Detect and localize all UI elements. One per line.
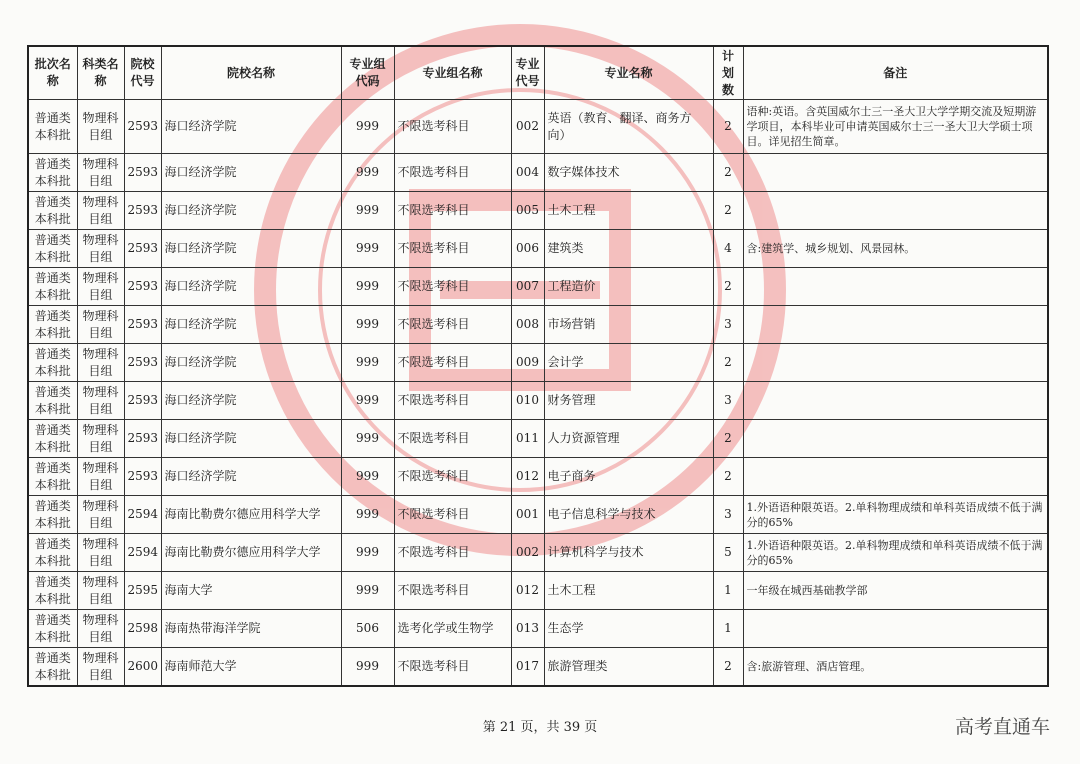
cell-group-code: 999 — [341, 648, 394, 687]
cell-major-name: 土木工程 — [544, 572, 713, 610]
cell-major-code: 002 — [511, 100, 544, 154]
cell-batch: 普通类本科批 — [28, 268, 77, 306]
cell-school-code: 2593 — [124, 230, 161, 268]
cell-group-code: 999 — [341, 344, 394, 382]
cell-group-name: 不限选考科目 — [394, 100, 511, 154]
table-row — [28, 382, 1048, 420]
cell-batch: 普通类本科批 — [28, 344, 77, 382]
header-group-name: 专业组名称 — [394, 46, 511, 100]
cell-remarks: 含:旅游管理、酒店管理。 — [743, 648, 1048, 687]
cell-school-name: 海南师范大学 — [161, 648, 341, 687]
cell-plan-count: 3 — [713, 306, 743, 344]
cell-category: 物理科目组 — [77, 458, 124, 496]
header-remarks: 备注 — [743, 46, 1048, 100]
header-plan-count: 计划数 — [713, 46, 743, 100]
cell-batch: 普通类本科批 — [28, 648, 77, 687]
cell-remarks — [743, 610, 1048, 648]
cell-remarks — [743, 154, 1048, 192]
cell-school-name: 海口经济学院 — [161, 344, 341, 382]
cell-plan-count: 2 — [713, 192, 743, 230]
cell-batch: 普通类本科批 — [28, 534, 77, 572]
cell-plan-count: 2 — [713, 154, 743, 192]
cell-major-code: 001 — [511, 496, 544, 534]
cell-group-code: 999 — [341, 496, 394, 534]
cell-group-name: 不限选考科目 — [394, 420, 511, 458]
cell-category: 物理科目组 — [77, 154, 124, 192]
cell-category: 物理科目组 — [77, 268, 124, 306]
cell-batch: 普通类本科批 — [28, 154, 77, 192]
cell-group-code: 999 — [341, 420, 394, 458]
cell-major-code: 006 — [511, 230, 544, 268]
cell-batch: 普通类本科批 — [28, 382, 77, 420]
cell-major-name: 计算机科学与技术 — [544, 534, 713, 572]
cell-remarks: 一年级在城西基础教学部 — [743, 572, 1048, 610]
cell-school-name: 海口经济学院 — [161, 268, 341, 306]
cell-school-code: 2593 — [124, 306, 161, 344]
cell-plan-count: 3 — [713, 496, 743, 534]
cell-major-code: 013 — [511, 610, 544, 648]
table-row — [28, 154, 1048, 192]
cell-major-name: 土木工程 — [544, 192, 713, 230]
table-row — [28, 648, 1048, 687]
cell-category: 物理科目组 — [77, 344, 124, 382]
cell-group-name: 不限选考科目 — [394, 306, 511, 344]
cell-school-name: 海南热带海洋学院 — [161, 610, 341, 648]
table-row — [28, 496, 1048, 534]
table-row — [28, 344, 1048, 382]
cell-major-name: 工程造价 — [544, 268, 713, 306]
cell-group-code: 999 — [341, 534, 394, 572]
cell-major-code: 002 — [511, 534, 544, 572]
header-group-code: 专业组代码 — [341, 46, 394, 100]
cell-school-name: 海口经济学院 — [161, 306, 341, 344]
cell-major-code: 005 — [511, 192, 544, 230]
cell-remarks — [743, 382, 1048, 420]
table-row — [28, 534, 1048, 572]
cell-group-name: 不限选考科目 — [394, 344, 511, 382]
cell-major-code: 017 — [511, 648, 544, 687]
cell-category: 物理科目组 — [77, 192, 124, 230]
cell-school-name: 海口经济学院 — [161, 154, 341, 192]
cell-batch: 普通类本科批 — [28, 100, 77, 154]
cell-major-name: 人力资源管理 — [544, 420, 713, 458]
cell-category: 物理科目组 — [77, 572, 124, 610]
cell-category: 物理科目组 — [77, 420, 124, 458]
cell-group-name: 不限选考科目 — [394, 268, 511, 306]
cell-group-name: 不限选考科目 — [394, 458, 511, 496]
cell-remarks — [743, 192, 1048, 230]
cell-school-code: 2593 — [124, 100, 161, 154]
cell-remarks — [743, 268, 1048, 306]
cell-group-code: 999 — [341, 572, 394, 610]
cell-remarks — [743, 458, 1048, 496]
cell-remarks — [743, 306, 1048, 344]
cell-group-code: 999 — [341, 306, 394, 344]
cell-group-name: 不限选考科目 — [394, 496, 511, 534]
cell-major-name: 英语（教育、翻译、商务方向） — [544, 100, 713, 154]
cell-group-code: 999 — [341, 268, 394, 306]
header-major-code: 专业代号 — [511, 46, 544, 100]
cell-remarks — [743, 344, 1048, 382]
cell-school-code: 2594 — [124, 534, 161, 572]
table-row — [28, 420, 1048, 458]
cell-plan-count: 3 — [713, 382, 743, 420]
cell-remarks: 语种:英语。含英国威尔士三一圣大卫大学学期交流及短期游学项目，本科毕业可申请英国威尔士三一圣大卫大学硕士项目。详见招生简章。 — [743, 100, 1048, 154]
cell-school-name: 海口经济学院 — [161, 230, 341, 268]
cell-remarks: 1.外语语种限英语。2.单科物理成绩和单科英语成绩不低于满分的65% — [743, 534, 1048, 572]
cell-group-code: 506 — [341, 610, 394, 648]
cell-group-code: 999 — [341, 458, 394, 496]
cell-remarks: 1.外语语种限英语。2.单科物理成绩和单科英语成绩不低于满分的65% — [743, 496, 1048, 534]
cell-major-code: 010 — [511, 382, 544, 420]
admission-plan-table — [27, 45, 1049, 687]
cell-school-code: 2593 — [124, 192, 161, 230]
cell-remarks: 含:建筑学、城乡规划、风景园林。 — [743, 230, 1048, 268]
cell-group-name: 不限选考科目 — [394, 230, 511, 268]
cell-major-code: 007 — [511, 268, 544, 306]
cell-category: 物理科目组 — [77, 306, 124, 344]
cell-group-name: 不限选考科目 — [394, 382, 511, 420]
cell-major-name: 生态学 — [544, 610, 713, 648]
cell-category: 物理科目组 — [77, 648, 124, 687]
table-row — [28, 268, 1048, 306]
cell-category: 物理科目组 — [77, 100, 124, 154]
cell-school-code: 2595 — [124, 572, 161, 610]
cell-school-code: 2593 — [124, 154, 161, 192]
cell-plan-count: 2 — [713, 100, 743, 154]
header-category: 科类名称 — [77, 46, 124, 100]
cell-batch: 普通类本科批 — [28, 572, 77, 610]
cell-plan-count: 5 — [713, 534, 743, 572]
cell-plan-count: 2 — [713, 648, 743, 687]
cell-major-name: 电子信息科学与技术 — [544, 496, 713, 534]
table-row — [28, 610, 1048, 648]
cell-school-code: 2593 — [124, 382, 161, 420]
cell-school-name: 海口经济学院 — [161, 100, 341, 154]
cell-plan-count: 2 — [713, 420, 743, 458]
cell-plan-count: 4 — [713, 230, 743, 268]
cell-category: 物理科目组 — [77, 382, 124, 420]
cell-major-name: 旅游管理类 — [544, 648, 713, 687]
table-row — [28, 306, 1048, 344]
cell-school-name: 海南大学 — [161, 572, 341, 610]
cell-group-code: 999 — [341, 100, 394, 154]
cell-group-name: 不限选考科目 — [394, 648, 511, 687]
cell-group-name: 不限选考科目 — [394, 572, 511, 610]
cell-major-code: 008 — [511, 306, 544, 344]
cell-batch: 普通类本科批 — [28, 496, 77, 534]
cell-batch: 普通类本科批 — [28, 192, 77, 230]
cell-category: 物理科目组 — [77, 496, 124, 534]
cell-school-code: 2593 — [124, 268, 161, 306]
cell-school-code: 2600 — [124, 648, 161, 687]
cell-group-name: 不限选考科目 — [394, 534, 511, 572]
table-row — [28, 230, 1048, 268]
table-row — [28, 572, 1048, 610]
table-header — [28, 46, 1048, 100]
cell-batch: 普通类本科批 — [28, 458, 77, 496]
cell-group-code: 999 — [341, 192, 394, 230]
cell-major-name: 电子商务 — [544, 458, 713, 496]
cell-major-name: 会计学 — [544, 344, 713, 382]
header-school-code: 院校代号 — [124, 46, 161, 100]
header-major-name: 专业名称 — [544, 46, 713, 100]
table-row — [28, 458, 1048, 496]
cell-category: 物理科目组 — [77, 230, 124, 268]
cell-major-name: 数字媒体技术 — [544, 154, 713, 192]
page-number: 第 21 页，共 39 页 — [482, 720, 598, 735]
cell-major-name: 建筑类 — [544, 230, 713, 268]
cell-school-name: 海口经济学院 — [161, 192, 341, 230]
brand-logo-text: 高考直通车 — [954, 716, 1050, 738]
header-batch: 批次名称 — [28, 46, 77, 100]
cell-batch: 普通类本科批 — [28, 420, 77, 458]
cell-major-code: 011 — [511, 420, 544, 458]
cell-group-code: 999 — [341, 382, 394, 420]
cell-batch: 普通类本科批 — [28, 610, 77, 648]
cell-group-name: 选考化学或生物学 — [394, 610, 511, 648]
cell-school-code: 2598 — [124, 610, 161, 648]
cell-group-name: 不限选考科目 — [394, 154, 511, 192]
cell-plan-count: 2 — [713, 458, 743, 496]
cell-school-code: 2593 — [124, 458, 161, 496]
cell-plan-count: 2 — [713, 344, 743, 382]
cell-major-code: 012 — [511, 572, 544, 610]
cell-group-name: 不限选考科目 — [394, 192, 511, 230]
cell-major-name: 市场营销 — [544, 306, 713, 344]
cell-school-code: 2593 — [124, 420, 161, 458]
cell-batch: 普通类本科批 — [28, 230, 77, 268]
cell-category: 物理科目组 — [77, 610, 124, 648]
cell-school-name: 海口经济学院 — [161, 458, 341, 496]
cell-major-code: 004 — [511, 154, 544, 192]
table-row — [28, 192, 1048, 230]
header-school-name: 院校名称 — [161, 46, 341, 100]
cell-school-name: 海口经济学院 — [161, 382, 341, 420]
cell-major-code: 012 — [511, 458, 544, 496]
cell-plan-count: 1 — [713, 610, 743, 648]
cell-group-code: 999 — [341, 230, 394, 268]
cell-major-name: 财务管理 — [544, 382, 713, 420]
cell-remarks — [743, 420, 1048, 458]
cell-school-name: 海南比勒费尔德应用科学大学 — [161, 496, 341, 534]
cell-plan-count: 2 — [713, 268, 743, 306]
cell-batch: 普通类本科批 — [28, 306, 77, 344]
table-body — [28, 100, 1048, 687]
cell-school-code: 2594 — [124, 496, 161, 534]
cell-category: 物理科目组 — [77, 534, 124, 572]
table-row — [28, 100, 1048, 154]
cell-plan-count: 1 — [713, 572, 743, 610]
cell-school-code: 2593 — [124, 344, 161, 382]
cell-school-name: 海口经济学院 — [161, 420, 341, 458]
cell-school-name: 海南比勒费尔德应用科学大学 — [161, 534, 341, 572]
cell-major-code: 009 — [511, 344, 544, 382]
cell-group-code: 999 — [341, 154, 394, 192]
